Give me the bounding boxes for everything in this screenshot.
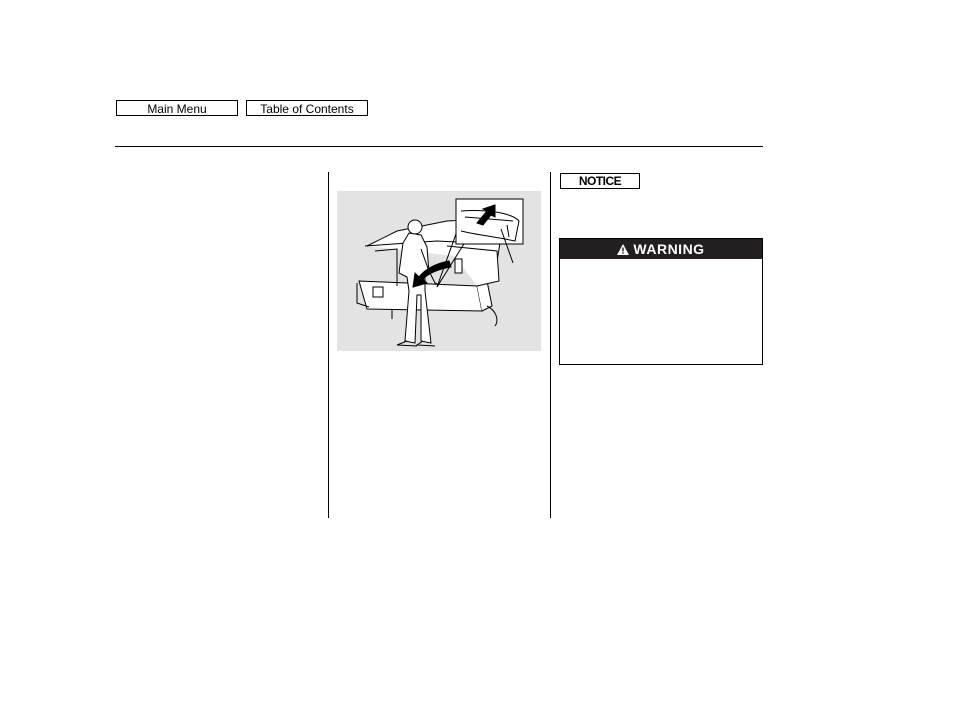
header-divider bbox=[115, 146, 763, 147]
column-divider-right bbox=[550, 172, 551, 518]
table-of-contents-button[interactable]: Table of Contents bbox=[246, 100, 368, 116]
warning-triangle-icon bbox=[617, 244, 629, 255]
warning-header bbox=[560, 239, 762, 259]
main-menu-button[interactable]: Main Menu bbox=[116, 100, 238, 116]
notice-label: NOTICE bbox=[560, 173, 640, 189]
warning-label: WARNING bbox=[633, 241, 705, 257]
warning-box bbox=[559, 238, 763, 365]
tailgate-handle-illustration bbox=[337, 191, 541, 351]
column-divider-left bbox=[328, 172, 329, 518]
